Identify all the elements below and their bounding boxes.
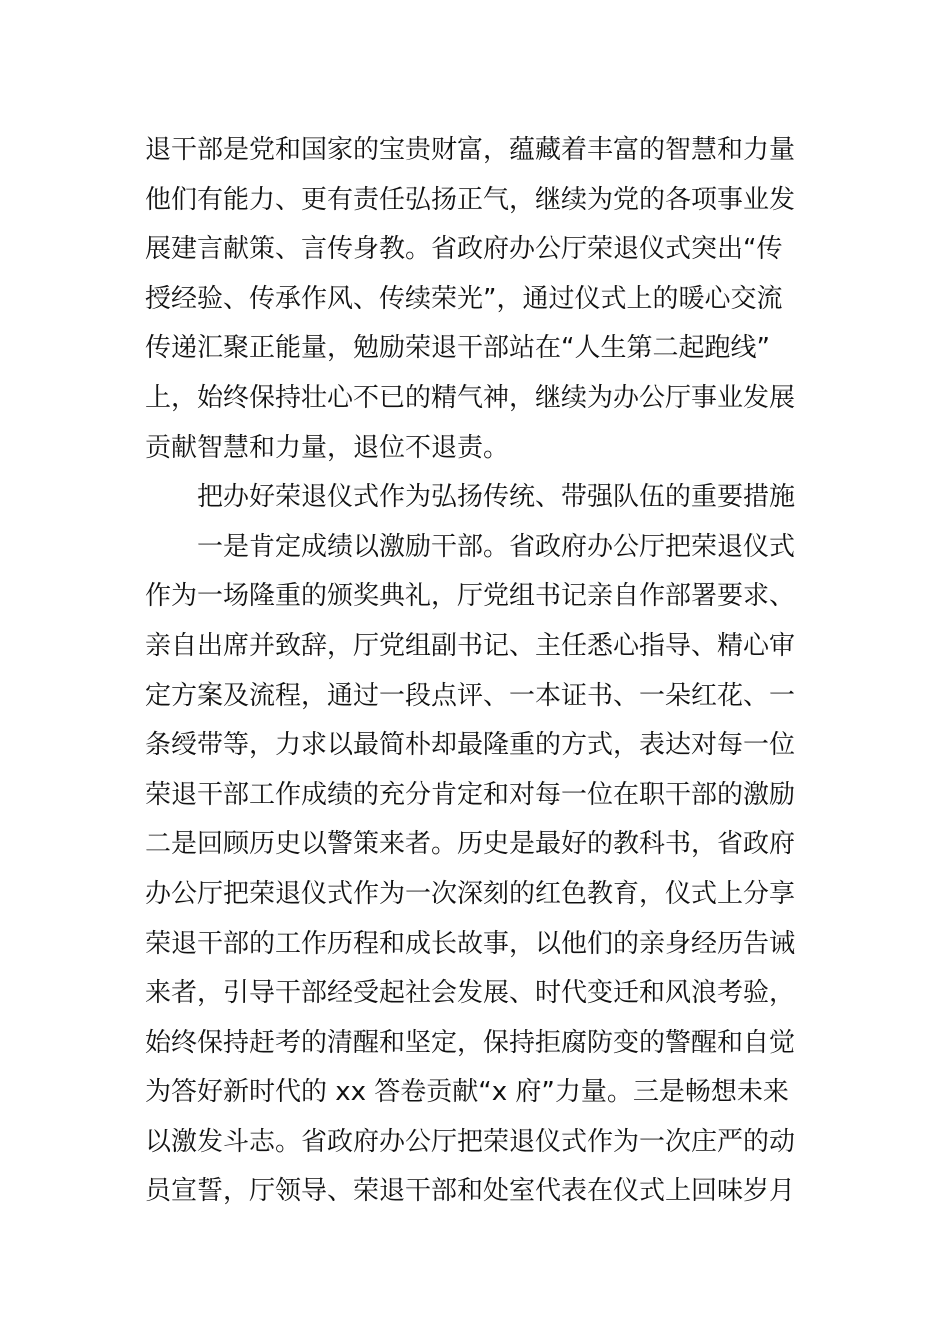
text-line: 展建言献策、言传身教。省政府办公厅荣退仪式突出“传 xyxy=(145,234,783,265)
text-line: 条绶带等，力求以最简朴却最隆重的方式，表达对每一位 xyxy=(145,730,796,761)
text-line: 荣退干部的工作历程和成长故事，以他们的亲身经历告诫 xyxy=(145,928,796,959)
text-line: 他们有能力、更有责任弘扬正气，继续为党的各项事业发 xyxy=(145,184,796,215)
text-line: 始终保持赶考的清醒和坚定，保持拒腐防变的警醒和自觉 xyxy=(145,1027,796,1058)
text-line: 退干部是党和国家的宝贵财富，蕴藏着丰富的智慧和力量 xyxy=(145,135,796,165)
text-line: 一是肯定成绩以激励干部。省政府办公厅把荣退仪式 xyxy=(197,531,796,562)
text-line: 作为一场隆重的颁奖典礼，厅党组书记亲自作部署要求、 xyxy=(145,581,796,612)
text-line: 贡献智慧和力量，退位不退责。 xyxy=(145,432,510,463)
text-line: 授经验、传承作风、传续荣光”，通过仪式上的暖心交流 xyxy=(145,283,783,314)
text-line: 为答好新时代的 xx 答卷贡献“x 府”力量。三是畅想未来 xyxy=(145,1077,789,1108)
text-line: 亲自出席并致辞，厅党组副书记、主任悉心指导、精心审 xyxy=(145,630,796,661)
body-text xyxy=(145,126,825,1217)
text-line: 二是回顾历史以警策来者。历史是最好的教科书，省政府 xyxy=(145,829,796,860)
text-line: 来者，引导干部经受起社会发展、时代变迁和风浪考验， xyxy=(145,978,796,1009)
text-line: 传递汇聚正能量，勉励荣退干部站在“人生第二起跑线” xyxy=(145,333,770,364)
section-heading: 把办好荣退仪式作为弘扬传统、带强队伍的重要措施 xyxy=(197,482,796,513)
text-line: 上，始终保持壮心不已的精气神，继续为办公厅事业发展 xyxy=(145,382,796,413)
text-line: 荣退干部工作成绩的充分肯定和对每一位在职干部的激励 xyxy=(145,779,796,810)
text-line: 员宣誓，厅领导、荣退干部和处室代表在仪式上回味岁月 xyxy=(145,1176,796,1207)
text-line: 以激发斗志。省政府办公厅把荣退仪式作为一次庄严的动 xyxy=(145,1126,796,1157)
text-line: 定方案及流程，通过一段点评、一本证书、一朵红花、一 xyxy=(145,680,796,711)
text-line: 办公厅把荣退仪式作为一次深刻的红色教育，仪式上分享 xyxy=(145,878,796,909)
